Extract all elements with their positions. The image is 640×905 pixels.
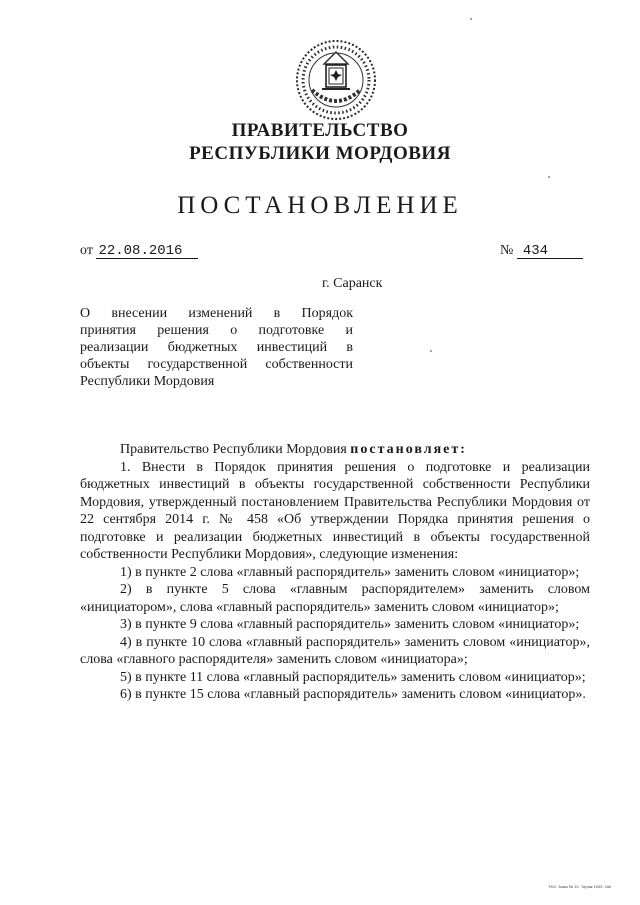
- document-date: [80, 243, 198, 259]
- scan-speck: [548, 176, 550, 178]
- resolution-intro: [80, 441, 590, 459]
- subject-line: реализации бюджетных инвестиций в: [80, 340, 353, 355]
- government-title-line1: ПРАВИТЕЛЬСТВО: [231, 120, 409, 141]
- document-number: [500, 243, 583, 259]
- body-paragraph: 5) в пункте 11 слова «главный распорядитель» заменить словом «инициатор»;: [120, 669, 586, 685]
- number-prefix: №: [500, 243, 514, 258]
- subject-line: объекты государственной собственности: [80, 357, 353, 372]
- date-prefix: от: [80, 243, 93, 258]
- body-paragraph: 2) в пункте 5 слова «главным распорядителем» заменить словом «инициатором», слова «главный распорядитель» заменить словом «инициатор»;: [80, 582, 590, 615]
- coat-of-arms-emblem-icon: [294, 38, 378, 122]
- print-mark: ТКО. Зама № 12. Тираж 1000. 16п: [548, 884, 612, 889]
- subject-line: Республики Мордовия: [80, 374, 215, 389]
- scan-speck: [470, 18, 472, 20]
- date-value: 22.08.2016: [96, 244, 198, 259]
- city-name: г. Саранск: [322, 276, 383, 291]
- subject-line: О внесении изменений в Порядок: [80, 306, 353, 321]
- number-value: 434: [517, 244, 583, 259]
- intro-text: Правительство Республики Мордовия: [120, 442, 347, 457]
- document-body: [80, 441, 590, 704]
- body-paragraph: 6) в пункте 15 слова «главный распорядитель» заменить словом «инициатор».: [120, 687, 586, 702]
- body-paragraph: 1) в пункте 2 слова «главный распорядитель» заменить словом «инициатор»;: [120, 564, 580, 580]
- document-type-title: ПОСТАНОВЛЕНИЕ: [177, 192, 463, 219]
- document-subject: [80, 305, 353, 390]
- body-paragraph: 3) в пункте 9 слова «главный распорядитель» заменить словом «инициатор»;: [120, 617, 580, 632]
- body-paragraph: 4) в пункте 10 слова «главный распорядитель» заменить словом «инициатор», слова «главного распорядителя» заменить словом «инициатора»;: [80, 634, 590, 667]
- government-title-line2: РЕСПУБЛИКИ МОРДОВИЯ: [189, 143, 451, 164]
- subject-line: принятия решения о подготовке и: [80, 323, 353, 338]
- resolves-word: постановляет:: [350, 442, 467, 457]
- body-paragraph: 1. Внести в Порядок принятия решения о подготовке и реализации бюджетных инвестиций в объекты государственной собственности Республики Мордовия, утвержденный постановлением Правительства Республики Мордовия от 22 сентября 2014 г. № 458 «Об утверждении Порядка принятия решения о подготовке и реализации бюджетных инвестиций в объекты государственной собственности Республики Мордовия», следующие изменения:: [80, 459, 590, 562]
- scan-speck: [430, 350, 432, 352]
